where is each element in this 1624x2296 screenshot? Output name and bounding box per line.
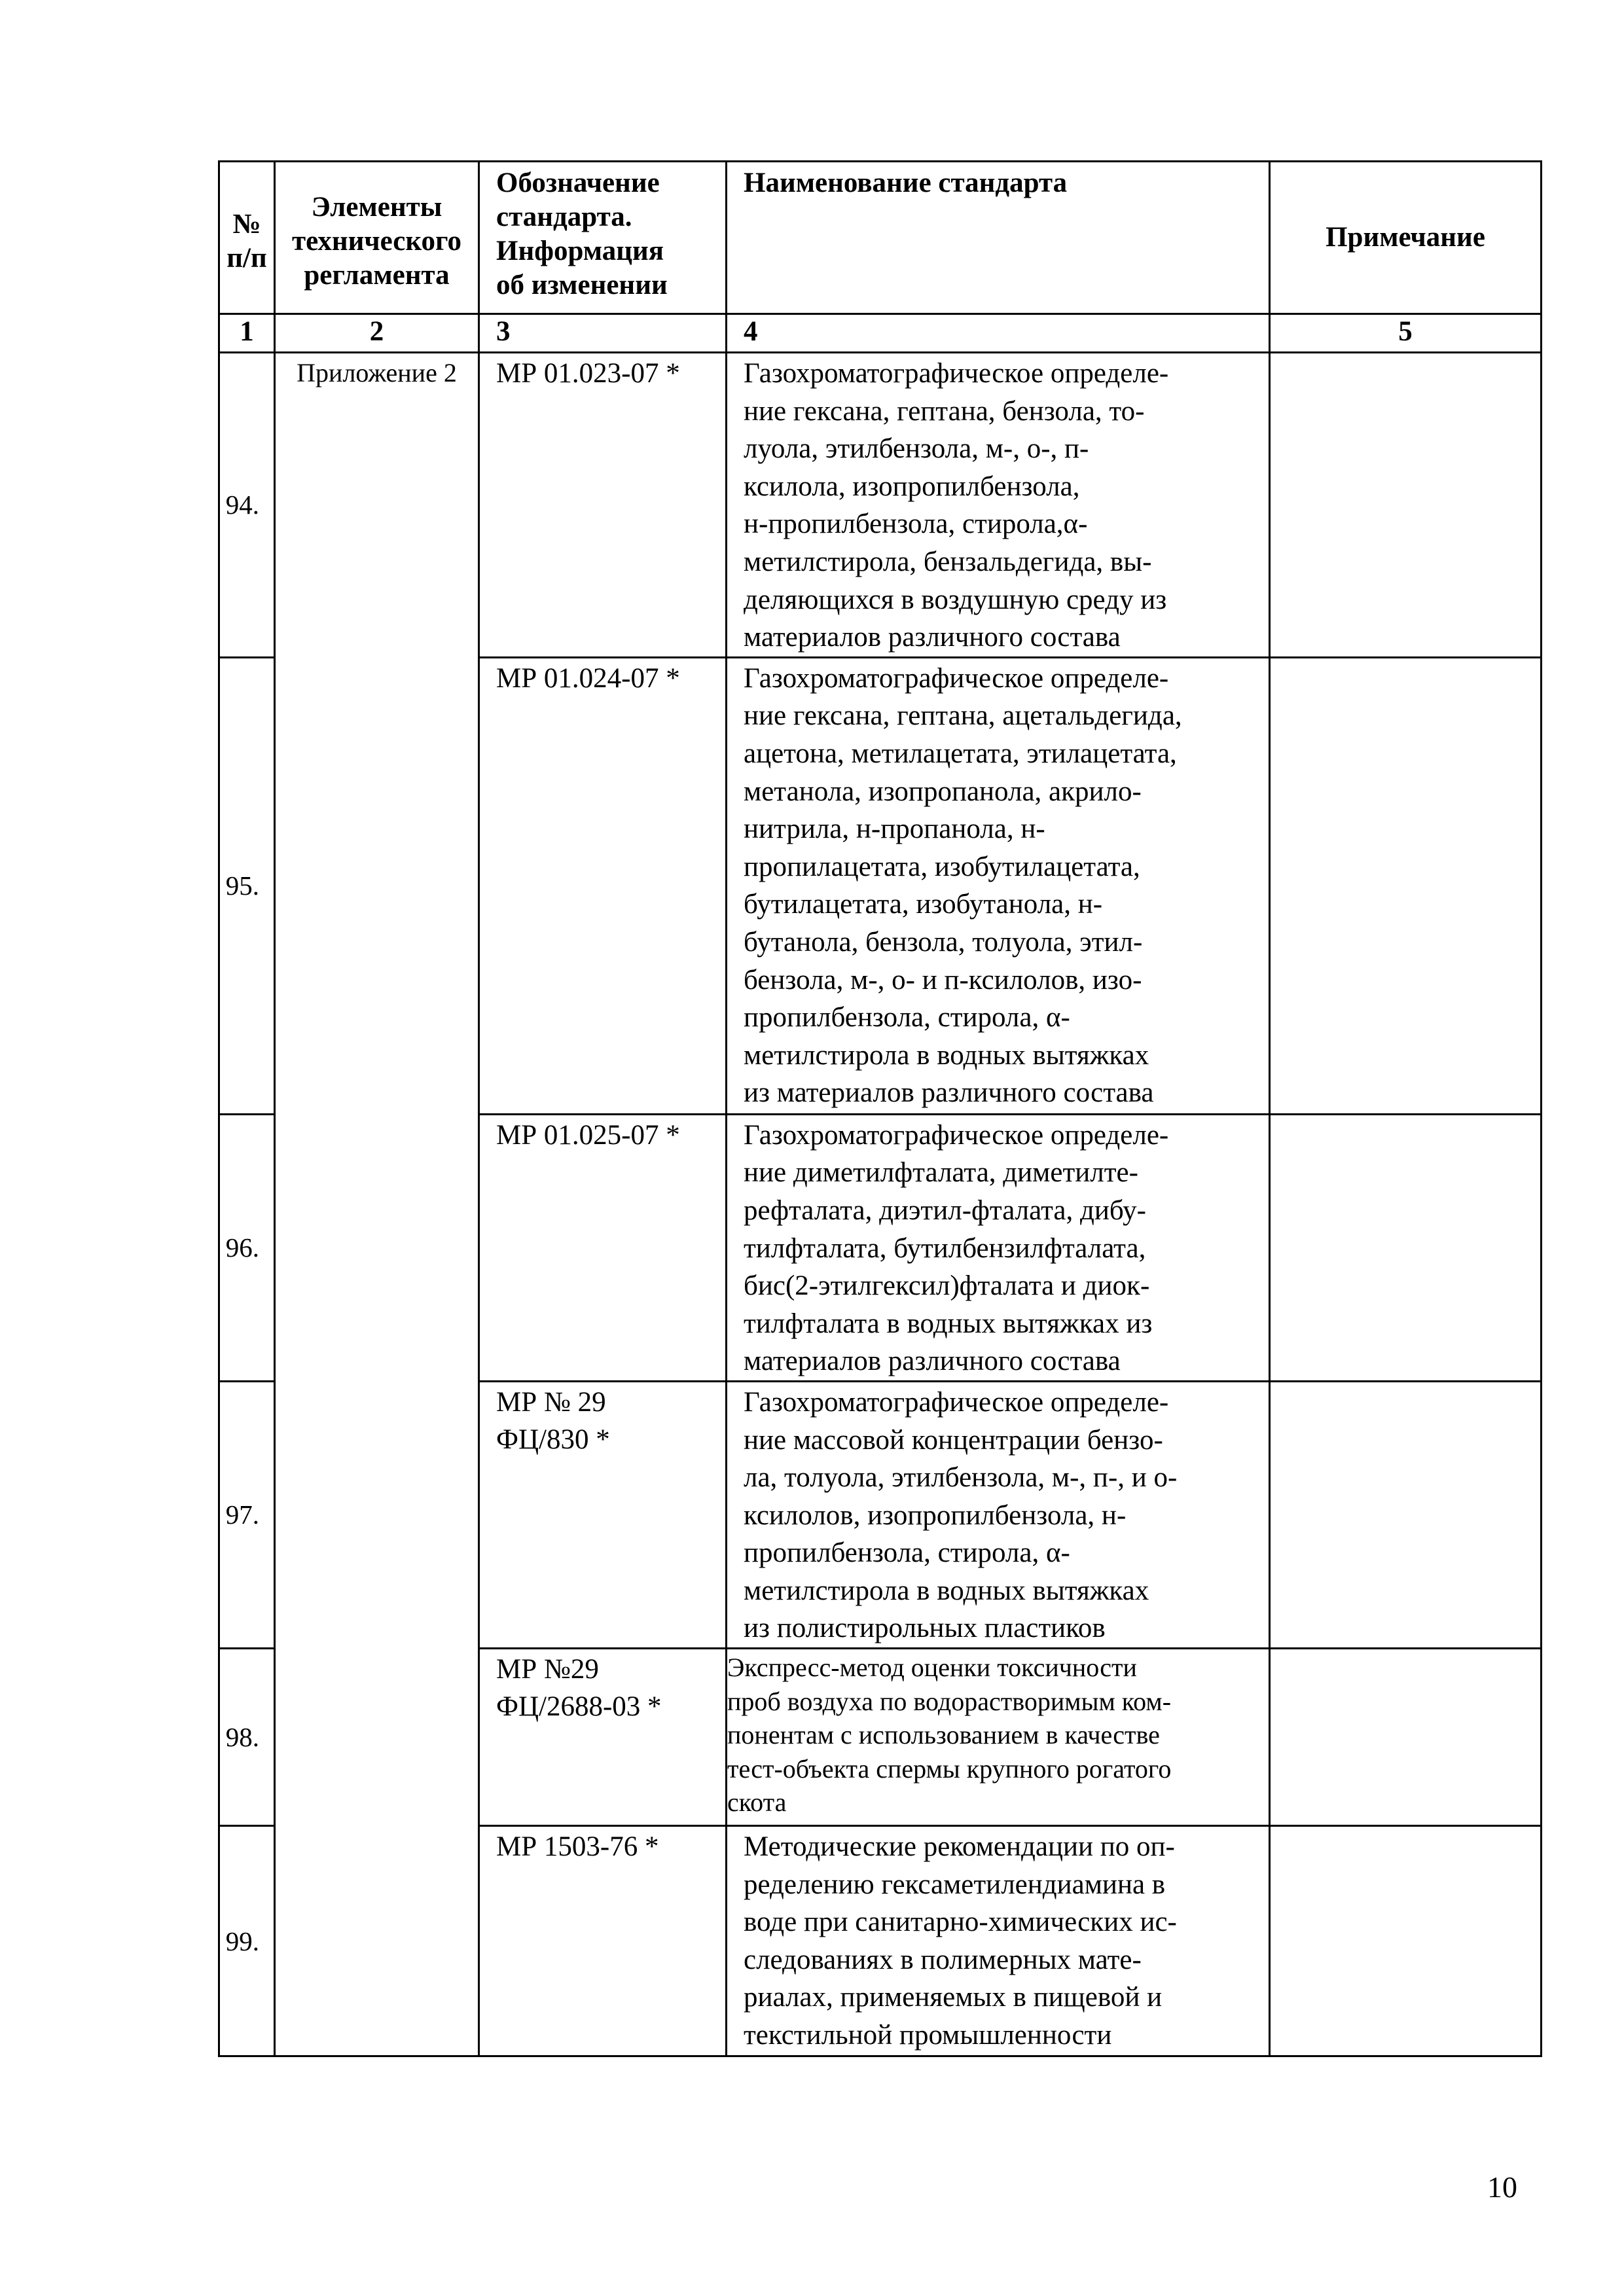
standard-designation bbox=[479, 353, 727, 658]
row-number: 98. bbox=[219, 1649, 275, 1826]
standard-name-line: ние диметилфталата, диметилте- bbox=[744, 1157, 1138, 1189]
column-number-row bbox=[219, 314, 1542, 353]
note-cell bbox=[1270, 353, 1542, 658]
standard-designation-line: МР 01.024-07 * bbox=[496, 662, 680, 694]
standard-name-line: материалов различного состава bbox=[744, 622, 1121, 653]
header-num bbox=[219, 162, 275, 314]
column-number-5: 5 bbox=[1270, 314, 1542, 353]
standard-name bbox=[727, 1826, 1270, 2056]
standard-name-line: ределению гексаметилендиамина в bbox=[744, 1869, 1166, 1900]
standard-name-line: из полистирольных пластиков bbox=[744, 1613, 1106, 1644]
standard-name-line: Экспресс-метод оценки токсичности bbox=[727, 1653, 1137, 1683]
standard-name bbox=[727, 1114, 1270, 1381]
table-body bbox=[219, 353, 1542, 2056]
page-number: 10 bbox=[1487, 2170, 1517, 2204]
standard-name-line: понентам с использованием в качестве bbox=[727, 1720, 1160, 1750]
standard-name-line: деляющихся в воздушную среду из bbox=[744, 584, 1167, 615]
column-number-2: 2 bbox=[275, 314, 479, 353]
standard-name-line: бензола, м-, о- и п-ксилолов, изо- bbox=[744, 964, 1142, 996]
regulation-element: Приложение 2 bbox=[275, 353, 479, 2056]
standard-name-line: пропилбензола, стирола, α- bbox=[744, 1537, 1070, 1569]
table-row bbox=[219, 353, 1542, 658]
standard-name-line: н-пропилбензола, стирола,α- bbox=[744, 509, 1088, 540]
standard-name-line: пропилбензола, стирола, α- bbox=[744, 1002, 1070, 1033]
standard-designation bbox=[479, 1114, 727, 1381]
header-row bbox=[219, 162, 1542, 314]
standard-designation-line: МР №29 bbox=[496, 1654, 599, 1685]
standard-name-line: Методические рекомендации по оп- bbox=[744, 1831, 1175, 1863]
standard-name-line: ние гексана, гептана, бензола, то- bbox=[744, 395, 1145, 427]
note-cell bbox=[1270, 1381, 1542, 1648]
header-elements-line: Элементы bbox=[311, 192, 442, 223]
row-number: 97. bbox=[219, 1381, 275, 1648]
header-designation-line: Информация bbox=[496, 236, 664, 266]
standard-name-line: следованиях в полимерных мате- bbox=[744, 1944, 1142, 1975]
standard-name-line: из материалов различного состава bbox=[744, 1077, 1154, 1109]
standard-designation-line: ФЦ/2688-03 * bbox=[496, 1691, 662, 1723]
standard-name-line: воде при санитарно-химических ис- bbox=[744, 1907, 1177, 1938]
standard-name-line: рефталата, диэтил-фталата, дибу- bbox=[744, 1194, 1146, 1226]
header-note-line: Примечание bbox=[1326, 222, 1485, 253]
standard-designation-line: МР 01.025-07 * bbox=[496, 1119, 680, 1151]
header-elements bbox=[275, 162, 479, 314]
column-number-1: 1 bbox=[219, 314, 275, 353]
standard-name-line: текстильной промышленности bbox=[744, 2020, 1112, 2051]
header-designation bbox=[479, 162, 727, 314]
standard-name-line: бутилацетата, изобутанола, н- bbox=[744, 889, 1103, 920]
standard-name-line: ксилолов, изопропилбензола, н- bbox=[744, 1499, 1127, 1531]
standard-name-line: тилфталата, бутилбензилфталата, bbox=[744, 1232, 1146, 1264]
standard-name-line: нитрила, н-пропанола, н- bbox=[744, 814, 1045, 845]
header-num-line: п/п bbox=[226, 243, 267, 274]
header-elements-line: регламента bbox=[304, 260, 450, 291]
header-num-line: № bbox=[232, 209, 261, 240]
column-number-4: 4 bbox=[727, 314, 1270, 353]
standard-designation-line: МР 1503-76 * bbox=[496, 1831, 659, 1863]
standard-name-line: проб воздуха по водорастворимым ком- bbox=[727, 1686, 1172, 1716]
standard-name-line: бис(2-этилгексил)фталата и диок- bbox=[744, 1270, 1150, 1302]
standard-name-line: ксилола, изопропилбензола, bbox=[744, 471, 1080, 502]
standard-name-line: метилстирола в водных вытяжках bbox=[744, 1575, 1149, 1606]
standard-name-line: луола, этилбензола, м-, о-, п- bbox=[744, 433, 1089, 465]
standard-name-line: ла, толуола, этилбензола, м-, п-, и о- bbox=[744, 1462, 1178, 1494]
note-cell bbox=[1270, 1649, 1542, 1826]
standard-name bbox=[727, 1381, 1270, 1648]
standard-name-line: Газохроматографическое определе- bbox=[744, 662, 1169, 694]
standard-name-line: Газохроматографическое определе- bbox=[744, 358, 1169, 389]
standard-name-line: тилфталата в водных вытяжках из bbox=[744, 1308, 1153, 1339]
standard-designation-line: МР № 29 bbox=[496, 1386, 606, 1418]
standard-designation bbox=[479, 1826, 727, 2056]
standards-table bbox=[218, 160, 1542, 2057]
row-number: 99. bbox=[219, 1826, 275, 2056]
standard-name bbox=[727, 1649, 1270, 1826]
row-number: 94. bbox=[219, 353, 275, 658]
standard-name-line: бутанола, бензола, толуола, этил- bbox=[744, 926, 1143, 958]
standard-designation bbox=[479, 1381, 727, 1648]
header-name-line: Наименование стандарта bbox=[744, 168, 1068, 198]
standard-name-line: пропилацетата, изобутилацетата, bbox=[744, 851, 1140, 882]
header-note bbox=[1270, 162, 1542, 314]
standard-designation-line: МР 01.023-07 * bbox=[496, 358, 680, 389]
note-cell bbox=[1270, 1114, 1542, 1381]
standard-name-line: ние гексана, гептана, ацетальдегида, bbox=[744, 700, 1182, 732]
standard-name-line: тест-объекта спермы крупного рогатого bbox=[727, 1753, 1172, 1784]
note-cell bbox=[1270, 1826, 1542, 2056]
standard-designation-line: ФЦ/830 * bbox=[496, 1424, 610, 1455]
standard-name-line: метанола, изопропанола, акрило- bbox=[744, 776, 1142, 807]
row-number: 95. bbox=[219, 657, 275, 1114]
standard-name-line: материалов различного состава bbox=[744, 1346, 1121, 1377]
standard-name-line: скота bbox=[727, 1787, 787, 1818]
header-name bbox=[727, 162, 1270, 314]
header-elements-line: технического bbox=[291, 226, 461, 257]
standard-name-line: риалах, применяемых в пищевой и bbox=[744, 1982, 1163, 2013]
standard-name-line: ацетона, метилацетата, этилацетата, bbox=[744, 738, 1177, 769]
standard-designation bbox=[479, 657, 727, 1114]
header-designation-line: Обозначение bbox=[496, 168, 660, 198]
row-number: 96. bbox=[219, 1114, 275, 1381]
standard-name bbox=[727, 353, 1270, 658]
note-cell bbox=[1270, 657, 1542, 1114]
column-number-3: 3 bbox=[479, 314, 727, 353]
header-designation-line: об изменении bbox=[496, 270, 668, 300]
standard-name-line: метилстирола в водных вытяжках bbox=[744, 1039, 1149, 1071]
header-designation-line: стандарта. bbox=[496, 202, 632, 232]
standard-name-line: Газохроматографическое определе- bbox=[744, 1119, 1169, 1151]
standard-designation bbox=[479, 1649, 727, 1826]
standard-name bbox=[727, 657, 1270, 1114]
standard-name-line: метилстирола, бензальдегида, вы- bbox=[744, 546, 1152, 577]
standard-name-line: Газохроматографическое определе- bbox=[744, 1386, 1169, 1418]
standard-name-line: ние массовой концентрации бензо- bbox=[744, 1424, 1163, 1456]
